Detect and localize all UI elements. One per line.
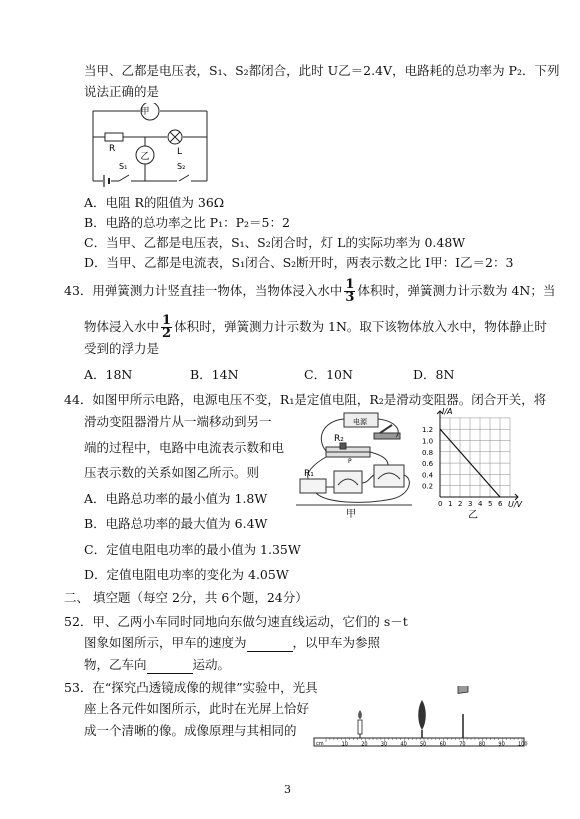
q43-option-d: D．8N — [413, 367, 455, 382]
q42-option-d: D．当甲、乙都是电流表，S₁闭合、S₂断开时，两表示数之比 I甲：I乙＝2：3 — [84, 255, 514, 270]
graph-x-axis-label: U/V — [508, 500, 523, 509]
q43-line-3: 受到的浮力是 — [84, 341, 160, 356]
graph-y-tick-label: 0.4 — [422, 471, 434, 480]
q43-option-a: A．18N — [84, 367, 133, 382]
r2-label: R₂ — [334, 434, 344, 444]
q52-text-3b: 运动。 — [192, 657, 231, 672]
graph-x-tick-label: 4 — [478, 500, 483, 508]
ruler-tick-label: 10 — [341, 741, 348, 748]
ruler-tick-label: 90 — [498, 741, 505, 748]
graph-y-tick-label: 0.2 — [422, 482, 434, 491]
section-2-title: 二、 填空题（每空 2分，共 6个题，24分） — [64, 590, 308, 605]
switch-s1-label: S₁ — [119, 162, 128, 171]
q43-text-1b: 体积时，弹簧测力计示数为 4N；当 — [357, 283, 556, 298]
q44-line-4: 压表示数的关系如图乙所示。则 — [84, 465, 260, 480]
light-screen — [458, 686, 468, 738]
lamp-l-label: L — [177, 147, 183, 157]
graph-y-axis-label: I/A — [442, 407, 453, 416]
q53-line-1: 53．在“探究凸透镜成像的规律”实验中，光具 — [64, 680, 318, 695]
q44-option-d: D．定值电阻电功率的变化为 4.05W — [84, 567, 289, 582]
ruler-unit-label: cm — [316, 741, 324, 747]
graph-y-tick-label: 1.2 — [422, 426, 434, 435]
graph-x-tick-label: 3 — [468, 500, 473, 508]
figure-yi-caption: 乙 — [468, 510, 478, 521]
q52-text-2b: ，以甲车为参照 — [292, 635, 381, 650]
ruler-tick-label: 60 — [439, 741, 446, 748]
q52-line-2 — [84, 634, 380, 652]
graph-x-tick-label: 2 — [458, 500, 463, 508]
switch-s2-label: S₂ — [177, 162, 186, 171]
figure-jia-caption: 甲 — [346, 509, 356, 520]
convex-lens — [418, 700, 426, 738]
q52-line-1: 52．甲、乙两小车同时同地向东做匀速直线运动，它们的 s－t — [64, 614, 408, 629]
fraction-numerator: 1 — [162, 313, 172, 328]
q43-text-2a: 物体浸入水中 — [84, 319, 160, 334]
q44-option-c: C．定值电阻电功率的最小值为 1.35W — [84, 542, 301, 557]
power-supply-label: 电源 — [353, 418, 367, 426]
q42-option-b: B．电路的总功率之比 P₁：P₂＝5：2 — [84, 215, 290, 230]
q44-line-2: 滑动变阻器滑片从一端移动到另一 — [84, 414, 272, 429]
graph-y-tick-label: 0.8 — [422, 448, 434, 457]
graph-y-tick-label: 0.6 — [422, 460, 434, 469]
ruler-tick-label: 80 — [478, 741, 486, 748]
q44-line-1: 44．如图甲所示电路，电源电压不变，R₁是定值电阻，R₂是滑动变阻器。闭合开关，将 — [64, 392, 547, 407]
q43-line-1 — [64, 279, 555, 304]
q43-text-1a: 43．用弹簧测力计竖直挂一物体，当物体浸入水中 — [64, 283, 343, 298]
q53-line-2: 座上各元件如图所示，此时在光屏上恰好 — [84, 701, 310, 716]
q42-circuit-diagram — [85, 103, 215, 191]
fraction-denominator: 2 — [162, 326, 172, 341]
q52-text-3a: 物，乙车向 — [84, 657, 147, 672]
q53-optical-bench — [312, 686, 528, 750]
q44-figure-jia-apparatus — [292, 409, 420, 521]
q43-text-2b: 体积时，弹簧测力计示数为 1N。取下该物体放入水中，物体静止时 — [174, 319, 547, 334]
q53-line-3: 成一个清晰的像。成像原理与其相同的 — [84, 723, 297, 738]
q42-option-c: C．当甲、乙都是电压表，S₁、S₂闭合时，灯 L的实际功率为 0.48W — [84, 235, 466, 250]
fraction-one-third — [344, 279, 355, 304]
q52-line-3 — [84, 656, 230, 674]
r1-label: R₁ — [304, 469, 314, 479]
graph-x-tick-label: 1 — [448, 500, 453, 508]
q43-line-2 — [84, 315, 547, 340]
graph-x-tick-label: 5 — [488, 500, 493, 508]
ruler-tick-label: 50 — [420, 741, 427, 748]
graph-x-tick-label: 6 — [498, 500, 503, 508]
candle — [358, 710, 362, 738]
ruler-tick-label: 100 — [518, 741, 528, 748]
ruler-tick-label: 70 — [459, 741, 466, 748]
q44-option-a: A．电路总功率的最小值为 1.8W — [84, 491, 268, 506]
fraction-one-half — [161, 315, 172, 340]
q42-line-1: 当甲、乙都是电压表，S₁、S₂都闭合，此时 U乙＝2.4V，电路耗的总功率为 P₂．下列 — [84, 63, 560, 78]
q44-line-3: 端的过程中，电路中电流表示数和电 — [84, 440, 285, 455]
page-number: 3 — [284, 783, 291, 796]
fraction-denominator: 3 — [345, 290, 355, 305]
resistor-r-label: R — [109, 144, 116, 154]
fraction-numerator: 1 — [345, 277, 355, 292]
answer-blank-direction[interactable] — [147, 659, 193, 674]
q43-option-b: B．14N — [190, 367, 239, 382]
q44-figure-yi-graph — [420, 405, 526, 523]
q52-text-2a: 图象如图所示，甲车的速度为 — [84, 635, 247, 650]
ruler-tick-label: 40 — [400, 741, 407, 748]
ruler-tick-label: 20 — [361, 741, 368, 748]
slider-p-label: P — [348, 458, 352, 465]
answer-blank-speed[interactable] — [247, 637, 293, 652]
q43-option-c: C．10N — [304, 367, 353, 382]
meter-yi-label: 乙 — [140, 152, 150, 162]
q42-option-a: A．电阻 R的阻值为 36Ω — [84, 195, 225, 210]
q44-option-b: B．电路总功率的最大值为 6.4W — [84, 516, 268, 531]
meter-jia-label: 甲 — [140, 107, 150, 117]
graph-y-tick-label: 1.0 — [422, 437, 434, 446]
graph-x-tick-label: 0 — [438, 500, 443, 508]
q42-line-2: 说法正确的是 — [84, 84, 160, 99]
ruler-tick-label: 30 — [380, 741, 388, 748]
